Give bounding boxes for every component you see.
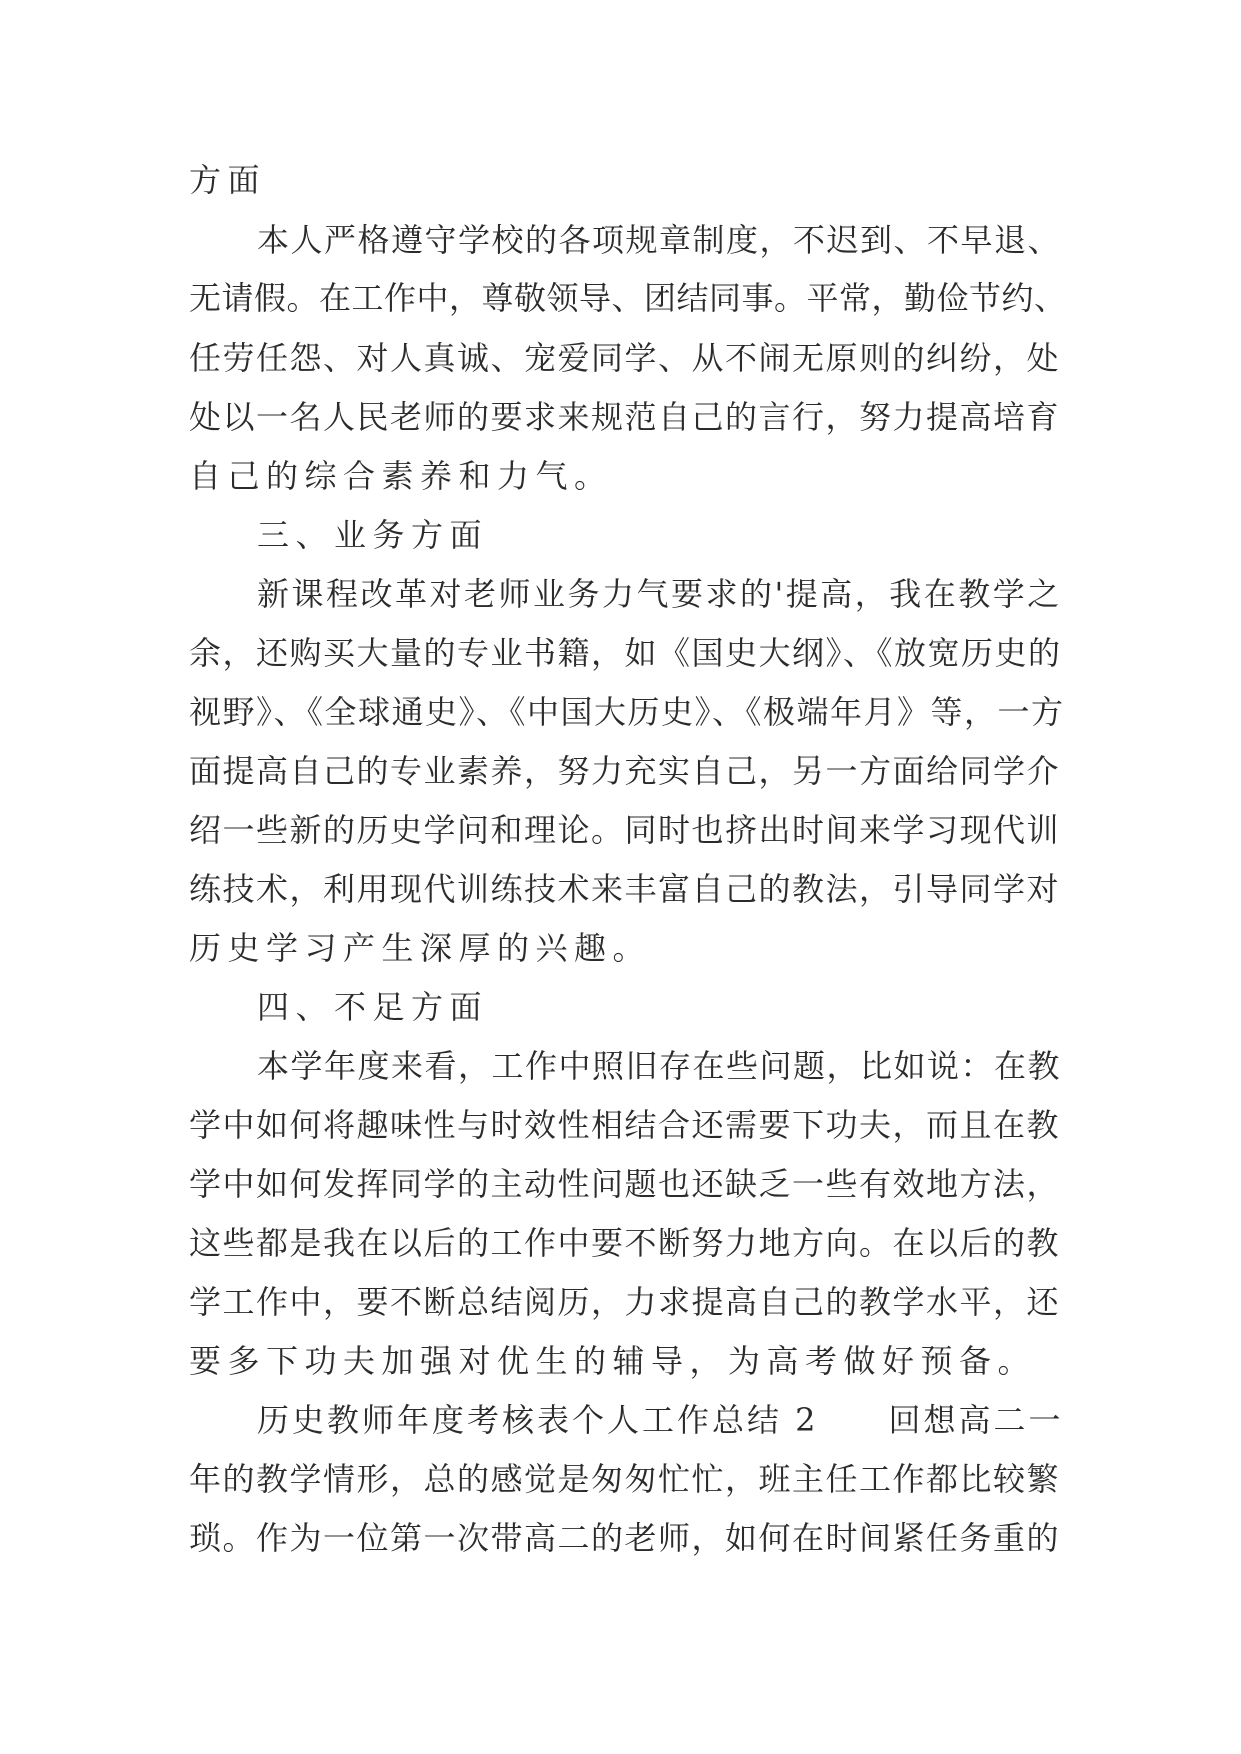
text-line: 余，还购买大量的专业书籍，如《国史大纲》、《放宽历史的 (189, 634, 1062, 672)
text-line: 绍一些新的历史学问和理论。同时也挤出时间来学习现代训 (189, 811, 1061, 849)
section-heading: 四、不足方面 (257, 988, 489, 1026)
text-line: 面提高自己的专业素养，努力充实自己，另一方面给同学介 (189, 752, 1061, 790)
text-line: 视野》、《全球通史》、《中国大历史》、《极端年月》等，一方 (189, 693, 1065, 731)
text-line: 这些都是我在以后的工作中要不断努力地方向。在以后的教 (189, 1224, 1061, 1262)
text-line: 本人严格遵守学校的各项规章制度，不迟到、不早退、 (257, 221, 1062, 259)
text-line: 历史教师年度考核表个人工作总结 2 回想高二一 (257, 1401, 1064, 1439)
text-line: 方面 (189, 161, 267, 199)
text-line: 任劳任怨、对人真诚、宠爱同学、从不闹无原则的纠纷，处 (189, 339, 1061, 377)
text-line: 学中如何将趣味性与时效性相结合还需要下功夫，而且在教 (189, 1106, 1061, 1144)
text-line: 要多下功夫加强对优生的辅导，为高考做好预备。 (189, 1342, 1037, 1380)
text-line: 处以一名人民老师的要求来规范自己的言行，努力提高培育 (189, 398, 1061, 436)
text-line: 新课程改革对老师业务力气要求的'提高，我在教学之 (257, 575, 1062, 613)
text-line: 历史学习产生深厚的兴趣。 (189, 929, 652, 967)
section-heading: 三、业务方面 (257, 516, 489, 554)
text-line: 学中如何发挥同学的主动性问题也还缺乏一些有效地方法， (189, 1165, 1061, 1203)
text-line: 年的教学情形，总的感觉是匆匆忙忙，班主任工作都比较繁 (189, 1460, 1061, 1498)
text-line: 无请假。在工作中，尊敬领导、团结同事。平常，勤俭节约、 (189, 279, 1067, 317)
text-line: 学工作中，要不断总结阅历，力求提高自己的教学水平，还 (189, 1283, 1061, 1321)
text-line: 自己的综合素养和力气。 (189, 457, 613, 495)
text-line: 本学年度来看，工作中照旧存在些问题，比如说：在教 (257, 1047, 1062, 1085)
text-line: 琐。作为一位第一次带高二的老师，如何在时间紧任务重的 (189, 1519, 1061, 1557)
text-line: 练技术，利用现代训练技术来丰富自己的教法，引导同学对 (189, 870, 1061, 908)
